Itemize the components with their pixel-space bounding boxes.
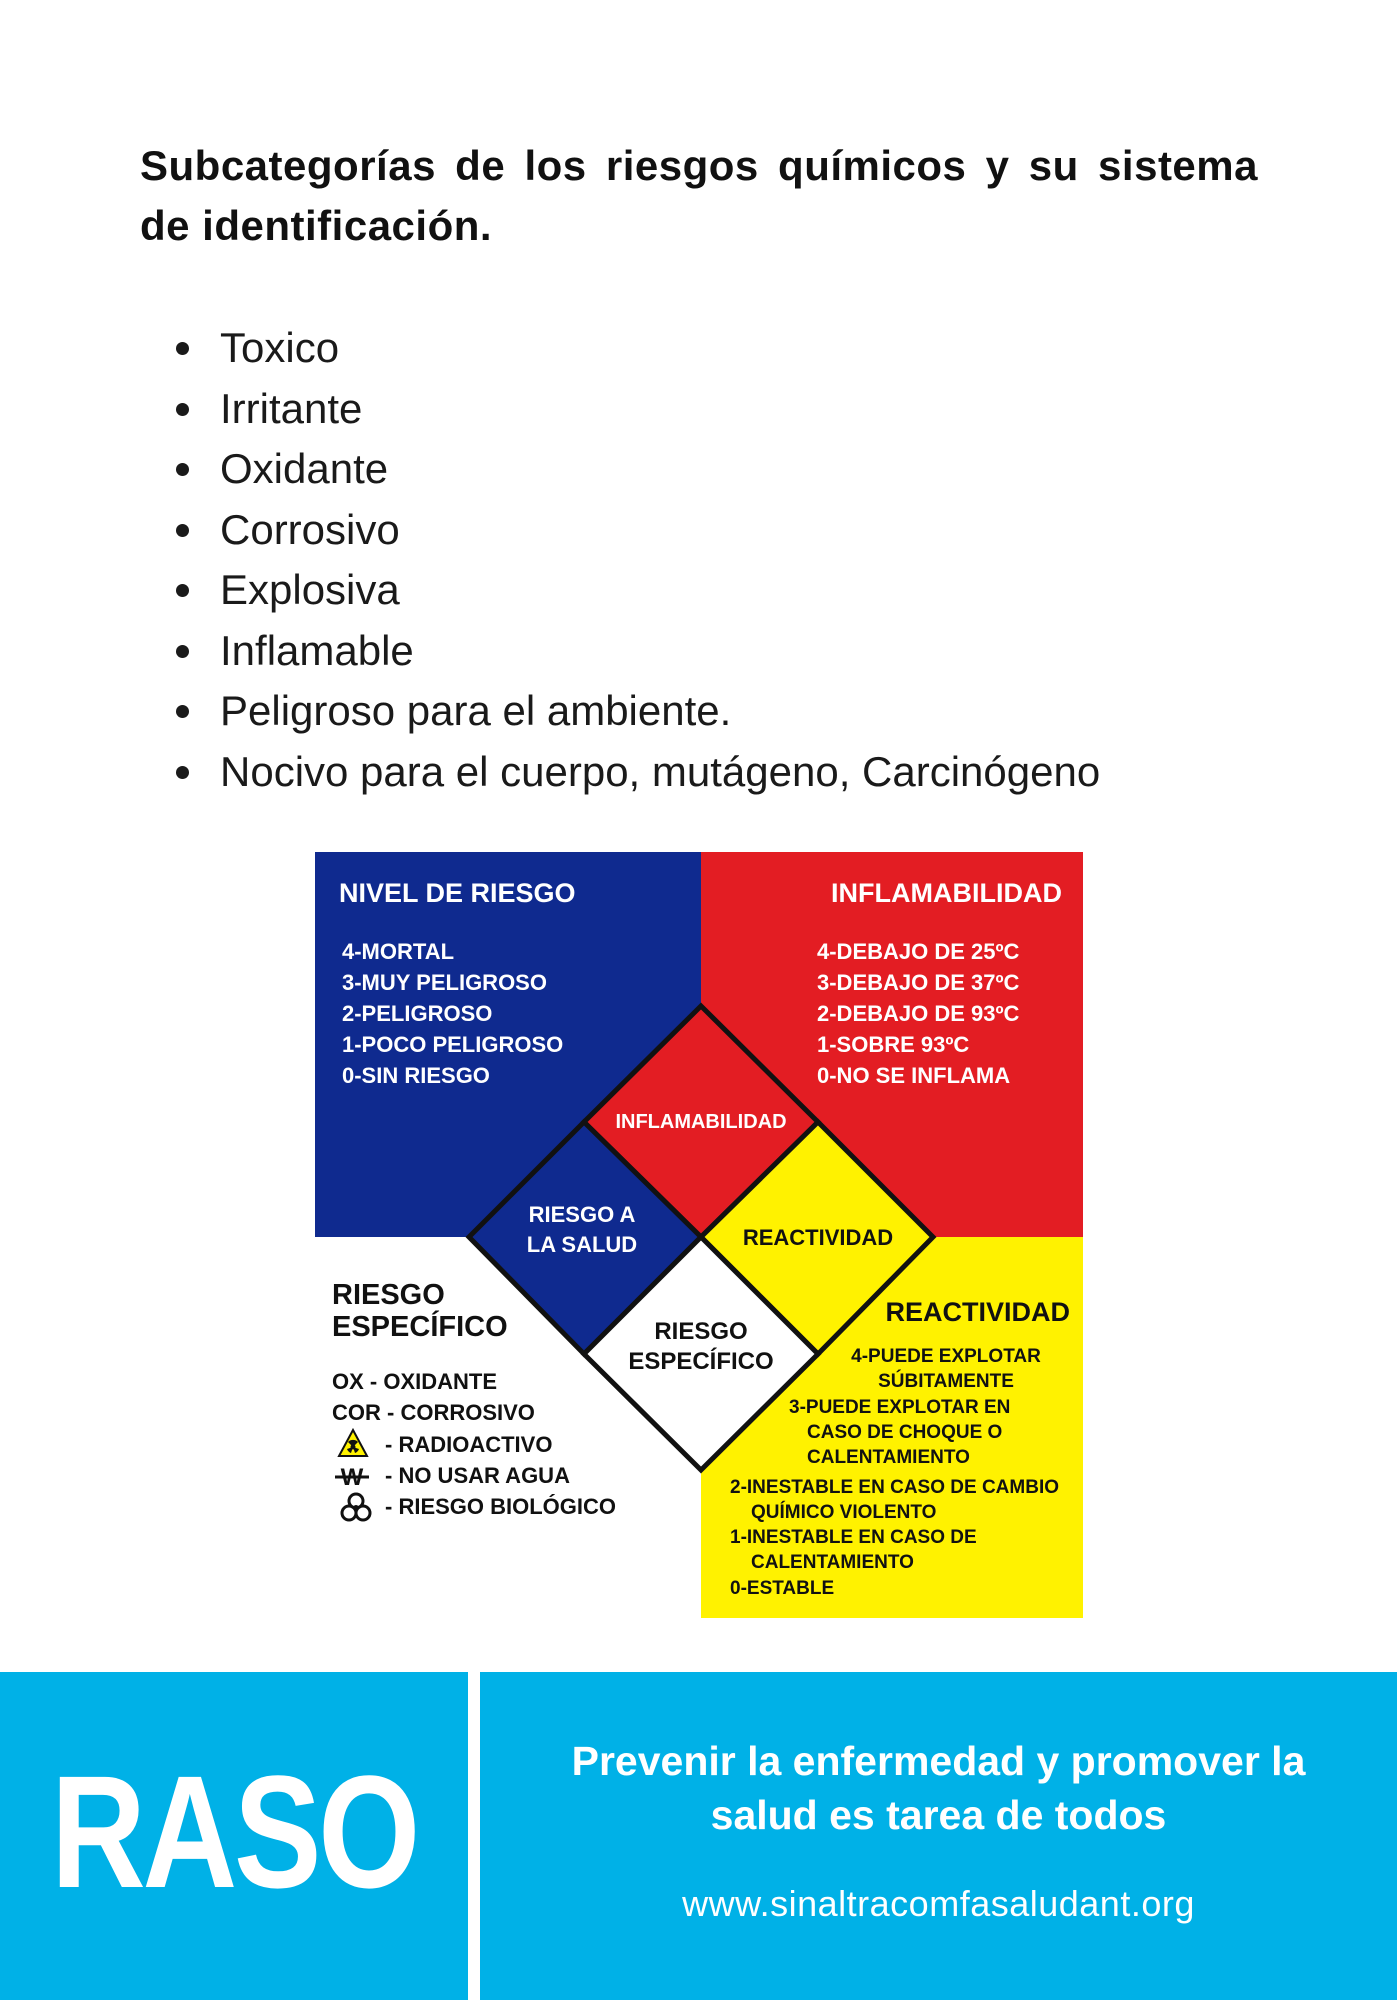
- health-item: 4-MORTAL: [342, 939, 455, 964]
- list-item: Toxico: [176, 318, 1100, 379]
- diamond-bottom-label: RIESGO: [654, 1318, 748, 1345]
- nfpa-diagram: [315, 852, 1083, 1618]
- specific-title: ESPECÍFICO: [332, 1311, 508, 1343]
- website-link[interactable]: www.sinaltracomfasaludant.org: [682, 1883, 1195, 1924]
- svg-text:W: W: [340, 1464, 364, 1491]
- health-item: 1-POCO PELIGROSO: [342, 1032, 564, 1057]
- list-item: Explosiva: [176, 560, 1100, 621]
- specific-item: - RADIOACTIVO: [385, 1432, 553, 1457]
- diamond-top-label: INFLAMABILIDAD: [615, 1111, 787, 1133]
- hazard-category-list: [176, 318, 1100, 802]
- reactivity-item: 0-ESTABLE: [730, 1578, 835, 1599]
- reactivity-item: SÚBITAMENTE: [878, 1371, 1014, 1392]
- health-title: NIVEL DE RIESGO: [339, 878, 576, 908]
- health-item: 2-PELIGROSO: [342, 1001, 493, 1026]
- slogan-line: salud es tarea de todos: [710, 1792, 1167, 1838]
- diamond-right-label: REACTIVIDAD: [742, 1225, 894, 1250]
- health-item: 0-SIN RIESGO: [342, 1063, 490, 1088]
- footer-slogan-panel: [480, 1672, 1397, 2000]
- reactivity-item: CASO DE CHOQUE O: [807, 1422, 1003, 1443]
- reactivity-title: REACTIVIDAD: [885, 1297, 1070, 1327]
- flammability-item: 1-SOBRE 93ºC: [817, 1032, 970, 1057]
- list-item: Irritante: [176, 379, 1100, 440]
- slogan-line: Prevenir la enfermedad y promover la: [571, 1738, 1306, 1784]
- reactivity-item: QUÍMICO VIOLENTO: [751, 1502, 937, 1523]
- reactivity-item: 3-PUEDE EXPLOTAR EN: [789, 1397, 1011, 1418]
- flammability-item: 3-DEBAJO DE 37ºC: [817, 970, 1020, 995]
- list-item: Oxidante: [176, 439, 1100, 500]
- flammability-item: 4-DEBAJO DE 25ºC: [817, 939, 1020, 964]
- specific-item: COR - CORROSIVO: [332, 1400, 535, 1425]
- list-item: Corrosivo: [176, 500, 1100, 561]
- specific-item: - NO USAR AGUA: [385, 1463, 570, 1488]
- raso-logo: RASO: [51, 1742, 417, 1921]
- list-item: Nocivo para el cuerpo, mutágeno, Carcinógeno: [176, 742, 1100, 803]
- reactivity-item: CALENTAMIENTO: [751, 1552, 914, 1573]
- list-item: Peligroso para el ambiente.: [176, 681, 1100, 742]
- page-heading: Subcategorías de los riesgos químicos y su sistema de identificación.: [140, 142, 1258, 249]
- list-item: Inflamable: [176, 621, 1100, 682]
- reactivity-item: 1-INESTABLE EN CASO DE: [730, 1527, 977, 1548]
- diamond-left-label: LA SALUD: [526, 1232, 638, 1257]
- specific-item: - RIESGO BIOLÓGICO: [385, 1494, 617, 1519]
- reactivity-item: CALENTAMIENTO: [807, 1447, 970, 1468]
- diamond-bottom-label: ESPECÍFICO: [628, 1348, 774, 1375]
- flammability-item: 0-NO SE INFLAMA: [817, 1063, 1011, 1088]
- reactivity-item: 2-INESTABLE EN CASO DE CAMBIO: [730, 1477, 1060, 1498]
- specific-item: OX - OXIDANTE: [332, 1369, 498, 1394]
- flammability-title: INFLAMABILIDAD: [831, 878, 1062, 908]
- reactivity-item: 4-PUEDE EXPLOTAR: [851, 1346, 1041, 1367]
- flammability-item: 2-DEBAJO DE 93ºC: [817, 1001, 1020, 1026]
- footer-slogan: [480, 1734, 1397, 1842]
- specific-title: RIESGO: [332, 1279, 445, 1311]
- footer-logo-panel: [0, 1672, 468, 2000]
- diamond-left-label: RIESGO A: [528, 1202, 636, 1227]
- health-item: 3-MUY PELIGROSO: [342, 970, 547, 995]
